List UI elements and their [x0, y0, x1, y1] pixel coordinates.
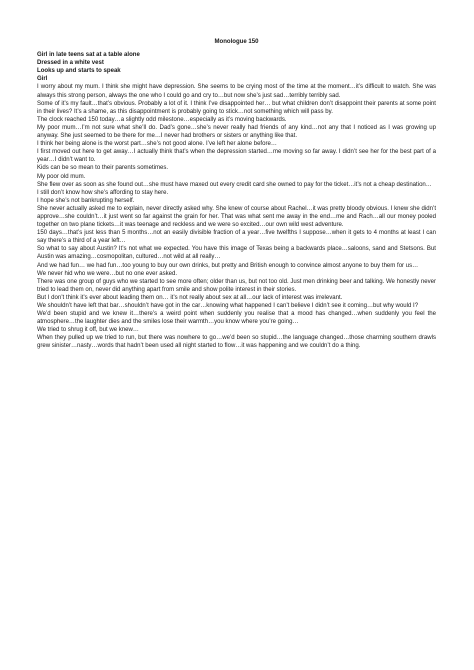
paragraph: She never actually asked me to explain, never directly asked why. She knew of course about Rachel…it was pretty bloody obvious. I knew she didn’t approve…she couldn’t…it just went so far against the grain for her. That was what sent me away in the end…me and Rach…all our money pooled together on two plane tickets…it was teenage and reckless and we were so excited…our own wild west adventure. — [37, 205, 436, 229]
stage-directions — [37, 51, 436, 83]
paragraph: I worry about my mum. I think she might have depression. She seems to be crying most of the time at the moment…it’s difficult to watch. She was always this strong person, always the one who I could go and cry to…but now she’s just sad…terribly terribly sad. — [37, 84, 436, 99]
paragraph: We tried to shrug it off, but we knew… — [37, 327, 139, 334]
paragraph: Some of it’s my fault…that’s obvious. Probably a lot of it. I think I’ve disappointed her… but what children don’t disappoint their parents at some point in their lives? It’s a shame, as this disappointment is probably going to stick…not something which will pass by. — [37, 100, 436, 115]
stage-direction: Girl in late teens sat at a table alone — [37, 52, 140, 59]
paragraph: When they pulled up we tried to run, but there was nowhere to go…we’d been so stupid…the language changed…those charming southern drawls grew sinister…nasty…words that hadn’t been used all night started to flow…it was happening and we couldn’t do a thing. — [37, 335, 436, 350]
paragraph: The clock reached 150 today…a slightly odd milestone…especially as it’s moving backwards. — [37, 116, 287, 123]
page-title: Monologue 150 — [214, 39, 259, 45]
paragraph: There was one group of guys who we started to see more often; older than us, but not too old. Just men drinking beer and talking. We honestly never tried to lead them on, never did anything apart from smile and show polite interest in their stories. — [37, 278, 436, 293]
speaker-name: Girl — [37, 76, 48, 83]
stage-direction: Looks up and starts to speak — [37, 68, 121, 75]
paragraph: I still don’t know how she’s affording to stay here. — [37, 189, 169, 196]
paragraph: 150 days…that’s just less than 5 months…not an easily divisible fraction of a year…five twelfths I suppose…when it gets to 4 months at least I can say there’s a third of a year left… — [37, 230, 436, 245]
paragraph: I hope she’s not bankrupting herself. — [37, 197, 135, 204]
stage-direction: Dressed in a white vest — [37, 60, 104, 67]
monologue-body — [37, 83, 436, 350]
paragraph: But I don’t think it’s ever about leading them on… it’s not really about sex at all…our lack of interest was irrelevant. — [37, 294, 343, 301]
document-page — [37, 38, 436, 351]
paragraph: We never hid who we were…but no one ever asked. — [37, 270, 178, 277]
paragraph: Kids can be so mean to their parents sometimes. — [37, 165, 169, 172]
paragraph: I think her being alone is the worst part…she’s not good alone. I’ve left her alone before… — [37, 141, 277, 148]
paragraph: My poor mum…I’m not sure what she’ll do. Dad’s gone…she’s never really had friends of any kind…not any that I noticed as I was growing up anyway. She just seemed to be there for me…I never had brothers or sisters or anything like that. — [37, 124, 436, 140]
paragraph: I first moved out here to get away…I actually think that’s when the depression started…me moving so far away. I didn’t see her for the best part of a year…I didn’t want to. — [37, 149, 436, 164]
paragraph: We shouldn’t have left that bar…shouldn’t have got in the car…knowing what happened I can’t believe I didn’t see it coming…but why would I? — [37, 303, 419, 309]
paragraph: My poor old mum. — [37, 173, 86, 180]
paragraph: So what to say about Austin? It’s not what we expected. You have this image of Texas being a backwards place…saloons, sand and Stetsons. But Austin was amazing…cosmopolitan, cultured…not wild at all really… — [37, 246, 436, 261]
paragraph: She flew over as soon as she found out…she must have maxed out every credit card she owned to pay for the ticket…it’s not a cheap destination… — [37, 181, 432, 188]
paragraph: We’d been stupid and we knew it…there’s a weird point when suddenly you realise that a mood has changed…when suddenly you feel the atmosphere…the laughter dies and the smiles lose their warmth…you know where you’re going… — [37, 311, 436, 326]
paragraph: And we had fun… we had fun…too young to buy our own drinks, but pretty and British enough to convince almost anyone to buy them for us… — [37, 262, 419, 269]
